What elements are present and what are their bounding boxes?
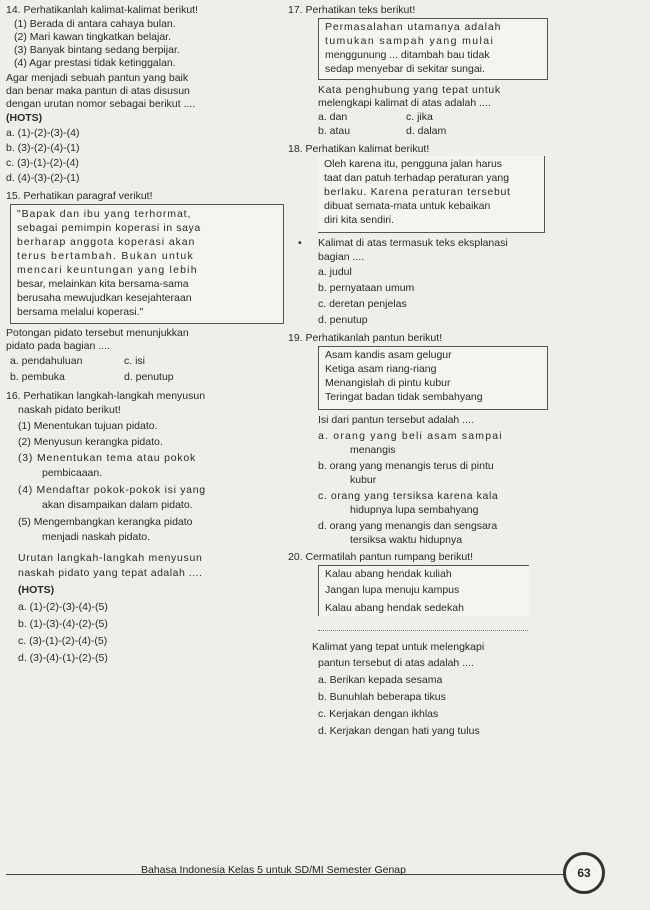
q17-option-a[interactable]: a. dan [318,111,348,123]
q16-option-c[interactable]: c. (3)-(1)-(2)-(4)-(5) [18,635,108,647]
q19-box-line: Ketiga asam riang-riang [325,363,437,375]
q19-box-line: Menangislah di pintu kubur [325,377,451,389]
q17-header: 17. Perhatikan teks berikut! [288,4,416,16]
q17-box-line: tumukan sampah yang mulai [325,35,495,47]
q20-option-b[interactable]: b. Bunuhlah beberapa tikus [318,691,446,703]
q14-item: (3) Banyak bintang sedang berpijar. [14,44,180,56]
q16-item: akan disampaikan dalam pidato. [42,499,193,511]
q20-stem: Kalimat yang tepat untuk melengkapi [312,641,485,653]
q18-bullet: • [298,237,302,249]
q20-option-c[interactable]: c. Kerjakan dengan ikhlas [318,708,439,720]
q14-stem: Agar menjadi sebuah pantun yang baik [6,72,189,84]
q15-header: 15. Perhatikan paragraf verikut! [6,190,153,202]
page-footer [6,852,636,890]
q19-option-b-cont: kubur [350,474,377,486]
q15-box-line: "Bapak dan ibu yang terhormat, [17,208,192,220]
q19-option-d[interactable]: d. orang yang menangis dan sengsara [318,520,498,532]
footer-book-title: Bahasa Indonesia Kelas 5 untuk SD/MI Semester Genap [141,864,406,876]
q14-option-c[interactable]: c. (3)-(1)-(2)-(4) [6,157,79,169]
q17-option-d[interactable]: d. dalam [406,125,447,137]
q16-item: (4) Mendaftar pokok-pokok isi yang [18,484,206,496]
q18-header: 18. Perhatikan kalimat berikut! [288,143,430,155]
q18-box-line: diri kita sendiri. [324,214,395,226]
q16-item: (1) Menentukan tujuan pidato. [18,420,158,432]
q14-item: (2) Mari kawan tingkatkan belajar. [14,31,171,43]
q15-box-line: besar, melainkan kita bersama-sama [17,278,189,290]
q18-text-box [318,156,545,233]
q16-option-b[interactable]: b. (1)-(3)-(4)-(2)-(5) [18,618,108,630]
q14-option-d[interactable]: d. (4)-(3)-(2)-(1) [6,172,80,184]
q19-pantun-box [318,346,548,410]
q17-text-box [318,18,548,80]
q14-option-b[interactable]: b. (3)-(2)-(4)-(1) [6,142,80,154]
page-number-badge [563,852,605,894]
q18-option-c[interactable]: c. deretan penjelas [318,298,407,310]
q19-option-a-cont: menangis [350,444,396,456]
q15-box-line: terus bertambah. Bukan untuk [17,250,195,262]
q19-option-c[interactable]: c. orang yang tersiksa karena kala [318,490,499,502]
q14-header: 14. Perhatikanlah kalimat-kalimat berikut! [6,4,199,16]
q20-option-d[interactable]: d. Kerjakan dengan hati yang tulus [318,725,480,737]
q15-box-line: berusaha mewujudkan kesejahteraan [17,292,192,304]
q20-box-line: Kalau abang hendak kuliah [325,568,452,580]
q16-header: 16. Perhatikan langkah-langkah menyusun [6,390,206,402]
q18-option-b[interactable]: b. pernyataan umum [318,282,415,294]
q20-blank-line [318,630,528,631]
q14-hots-label: (HOTS) [6,112,43,124]
q17-stem: Kata penghubung yang tepat untuk [318,84,501,96]
q16-stem: Urutan langkah-langkah menyusun [18,552,203,564]
q15-option-b[interactable]: b. pembuka [10,371,65,383]
q15-box-line: berharap anggota koperasi akan [17,236,196,248]
q20-box-line: Jangan lupa menuju kampus [325,584,460,596]
q15-stem: Potongan pidato tersebut menunjukkan [6,327,189,339]
q14-option-a[interactable]: a. (1)-(2)-(3)-(4) [6,127,80,139]
q18-box-line: dibuat semata-mata untuk kebaikan [324,200,491,212]
q20-stem: pantun tersebut di atas adalah .... [318,657,474,669]
q14-item: (1) Berada di antara cahaya bulan. [14,18,176,30]
q18-box-line: berlaku. Karena peraturan tersebut [324,186,511,198]
q16-item: menjadi naskah pidato. [42,531,150,543]
page-number: 63 [577,866,591,880]
q18-option-a[interactable]: a. judul [318,266,352,278]
q19-option-b[interactable]: b. orang yang menangis terus di pintu [318,460,494,472]
q19-option-d-cont: tersiksa waktu hidupnya [350,534,463,546]
q18-box-line: taat dan patuh terhadap peraturan yang [324,172,510,184]
q19-stem: Isi dari pantun tersebut adalah .... [318,414,474,426]
q17-box-line: menggunung ... ditambah bau tidak [325,49,490,61]
q19-option-a[interactable]: a. orang yang beli asam sampai [318,430,503,442]
q16-item: pembicaaan. [42,467,103,479]
q19-option-c-cont: hidupnya lupa sembahyang [350,504,479,516]
q14-item: (4) Agar prestasi tidak ketinggalan. [14,57,176,69]
q15-stem: pidato pada bagian .... [6,340,110,352]
q15-option-a[interactable]: a. pendahuluan [10,355,83,367]
q14-stem: dengan urutan nomor sebagai berikut .... [6,98,196,110]
q15-option-d[interactable]: d. penutup [124,371,174,383]
q17-option-c[interactable]: c. jika [406,111,433,123]
q14-stem: dan benar maka pantun di atas disusun [6,85,190,97]
q15-option-c[interactable]: c. isi [124,355,145,367]
q18-box-line: Oleh karena itu, pengguna jalan harus [324,158,503,170]
q15-box-line: sebagai pemimpin koperasi in saya [17,222,201,234]
q16-option-a[interactable]: a. (1)-(2)-(3)-(4)-(5) [18,601,108,613]
q16-item: (5) Mengembangkan kerangka pidato [18,516,193,528]
q15-box-line: bersama melalui koperasi." [17,306,144,318]
q17-box-line: sedap menyebar di sekitar sungai. [325,63,485,75]
q16-item: (3) Menentukan tema atau pokok [18,452,197,464]
q20-box-line: Kalau abang hendak sedekah [325,602,464,614]
q18-option-d[interactable]: d. penutup [318,314,368,326]
q19-box-line: Asam kandis asam gelugur [325,349,452,361]
q17-option-b[interactable]: b. atau [318,125,351,137]
q18-stem: bagian .... [318,251,365,263]
q17-stem: melengkapi kalimat di atas adalah .... [318,97,491,109]
q16-header: naskah pidato berikut! [18,404,121,416]
q16-item: (2) Menyusun kerangka pidato. [18,436,163,448]
q16-option-d[interactable]: d. (3)-(4)-(1)-(2)-(5) [18,652,108,664]
q17-box-line: Permasalahan utamanya adalah [325,21,502,33]
q16-stem: naskah pidato yang tepat adalah .... [18,567,203,579]
q16-hots-label: (HOTS) [18,584,55,596]
q20-header: 20. Cermatilah pantun rumpang berikut! [288,551,474,563]
q20-pantun-box [318,565,529,616]
q19-header: 19. Perhatikanlah pantun berikut! [288,332,443,344]
q15-speech-box [10,204,284,324]
q15-box-line: mencari keuntungan yang lebih [17,264,198,276]
q19-box-line: Teringat badan tidak sembahyang [325,391,483,403]
q20-option-a[interactable]: a. Berikan kepada sesama [318,674,443,686]
q18-stem: Kalimat di atas termasuk teks eksplanasi [318,237,508,249]
